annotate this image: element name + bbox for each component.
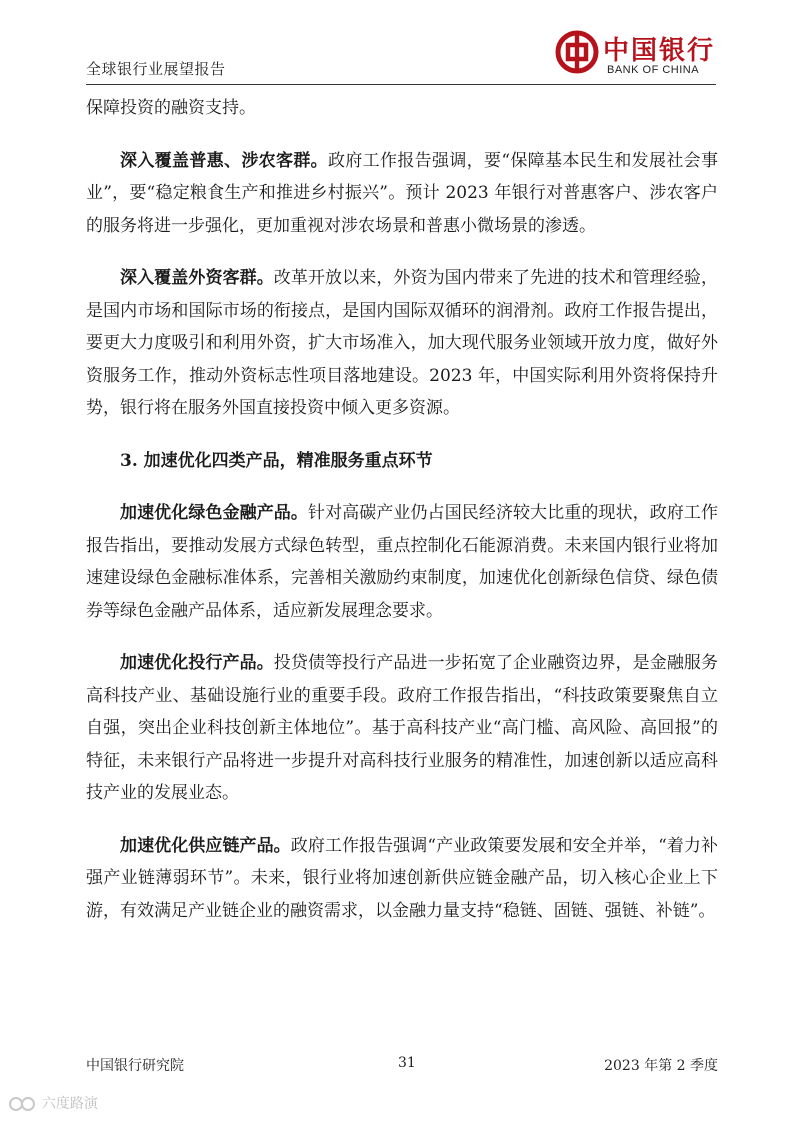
watermark (8, 1093, 98, 1113)
paragraph-lead-text: 加速优化绿色金融产品。 (120, 503, 308, 523)
paragraph-foreign-clients (86, 262, 718, 425)
paragraph-continuation: 保障投资的融资支持。 (86, 98, 256, 118)
paragraph-investment-banking (86, 647, 718, 810)
section-heading: 3. 加速优化四类产品，精准服务重点环节 (120, 450, 433, 471)
paragraph-green-finance (86, 497, 718, 627)
footer-publisher: 中国银行研究院 (86, 1058, 184, 1074)
logo-english-name: BANK OF CHINA (607, 64, 700, 76)
page-number: 31 (398, 1055, 416, 1071)
paragraph-body-text: 改革开放以来，外资为国内带来了先进的技术和管理经验，是国内市场和国际市场的衔接点，是国内国际双循环的润滑剂。政府工作报告提出，要更大力度吸引和利用外资，扩大市场准入，加大现代服务业领域开放力度，做好外资服务工作，推动外资标志性项目落地建设。2023 年，中国实际利用外资将保持升势，银行将在服务外国直接投资中倾入更多资源。 (86, 268, 719, 418)
paragraph-lead-text: 加速优化投行产品。 (120, 653, 274, 673)
watermark-logo-icon (8, 1096, 38, 1112)
paragraph-body-text: 投贷债等投行产品进一步拓宽了企业融资边界，是金融服务高科技产业、基础设施行业的重要手段。政府工作报告指出，“科技政策要聚焦自立自强，突出企业科技创新主体地位”。基于高科技产业“高门槛、高风险、高回报”的特征，未来银行产品将进一步提升对高科技行业服务的精准性，加速创新以适应高科技产业的发展业态。 (86, 653, 719, 803)
header-divider (86, 84, 716, 85)
watermark-text: 六度路演 (41, 1095, 98, 1111)
paragraph-inclusive-agricultural-clients (86, 145, 718, 243)
report-title: 全球银行业展望报告 (86, 60, 226, 78)
paragraph-body-text: 政府工作报告强调“产业政策要发展和安全并举，“着力补强产业链薄弱环节”。未来，银行业将加速创新供应链金融产品，切入核心企业上下游，有效满足产业链企业的融资需求，以金融力量支持“稳链、固链、强链、补链”。 (86, 835, 718, 921)
paragraph-supply-chain (86, 830, 718, 928)
paragraph-lead-text: 加速优化供应链产品。 (120, 835, 291, 856)
bank-of-china-logo (555, 26, 715, 82)
page-body (86, 92, 718, 947)
paragraph-body-text: 针对高碳产业仍占国民经济较大比重的现状，政府工作报告指出，要推动发展方式绿色转型，重点控制化石能源消费。未来国内银行业将加速建设绿色金融标准体系，完善相关激励约束制度，加速优化创新绿色信贷、绿色债券等绿色金融产品体系，适应新发展理念要求。 (86, 503, 719, 621)
footer-period: 2023 年第 2 季度 (604, 1058, 718, 1074)
paragraph-lead-text: 深入覆盖普惠、涉农客群。 (120, 150, 328, 171)
paragraph-lead-text: 深入覆盖外资客群。 (120, 268, 274, 288)
bank-of-china-emblem-icon (555, 30, 599, 74)
logo-chinese-name: 中国银行 (603, 36, 716, 66)
paragraph-body-text: 政府工作报告强调，要“保障基本民生和发展社会事业”，要“稳定粮食生产和推进乡村振兴”。预计 2023 年银行对普惠客户、涉农客户的服务将进一步强化，更加重视对涉农场景和普惠小微场景的渗透。 (86, 150, 718, 236)
